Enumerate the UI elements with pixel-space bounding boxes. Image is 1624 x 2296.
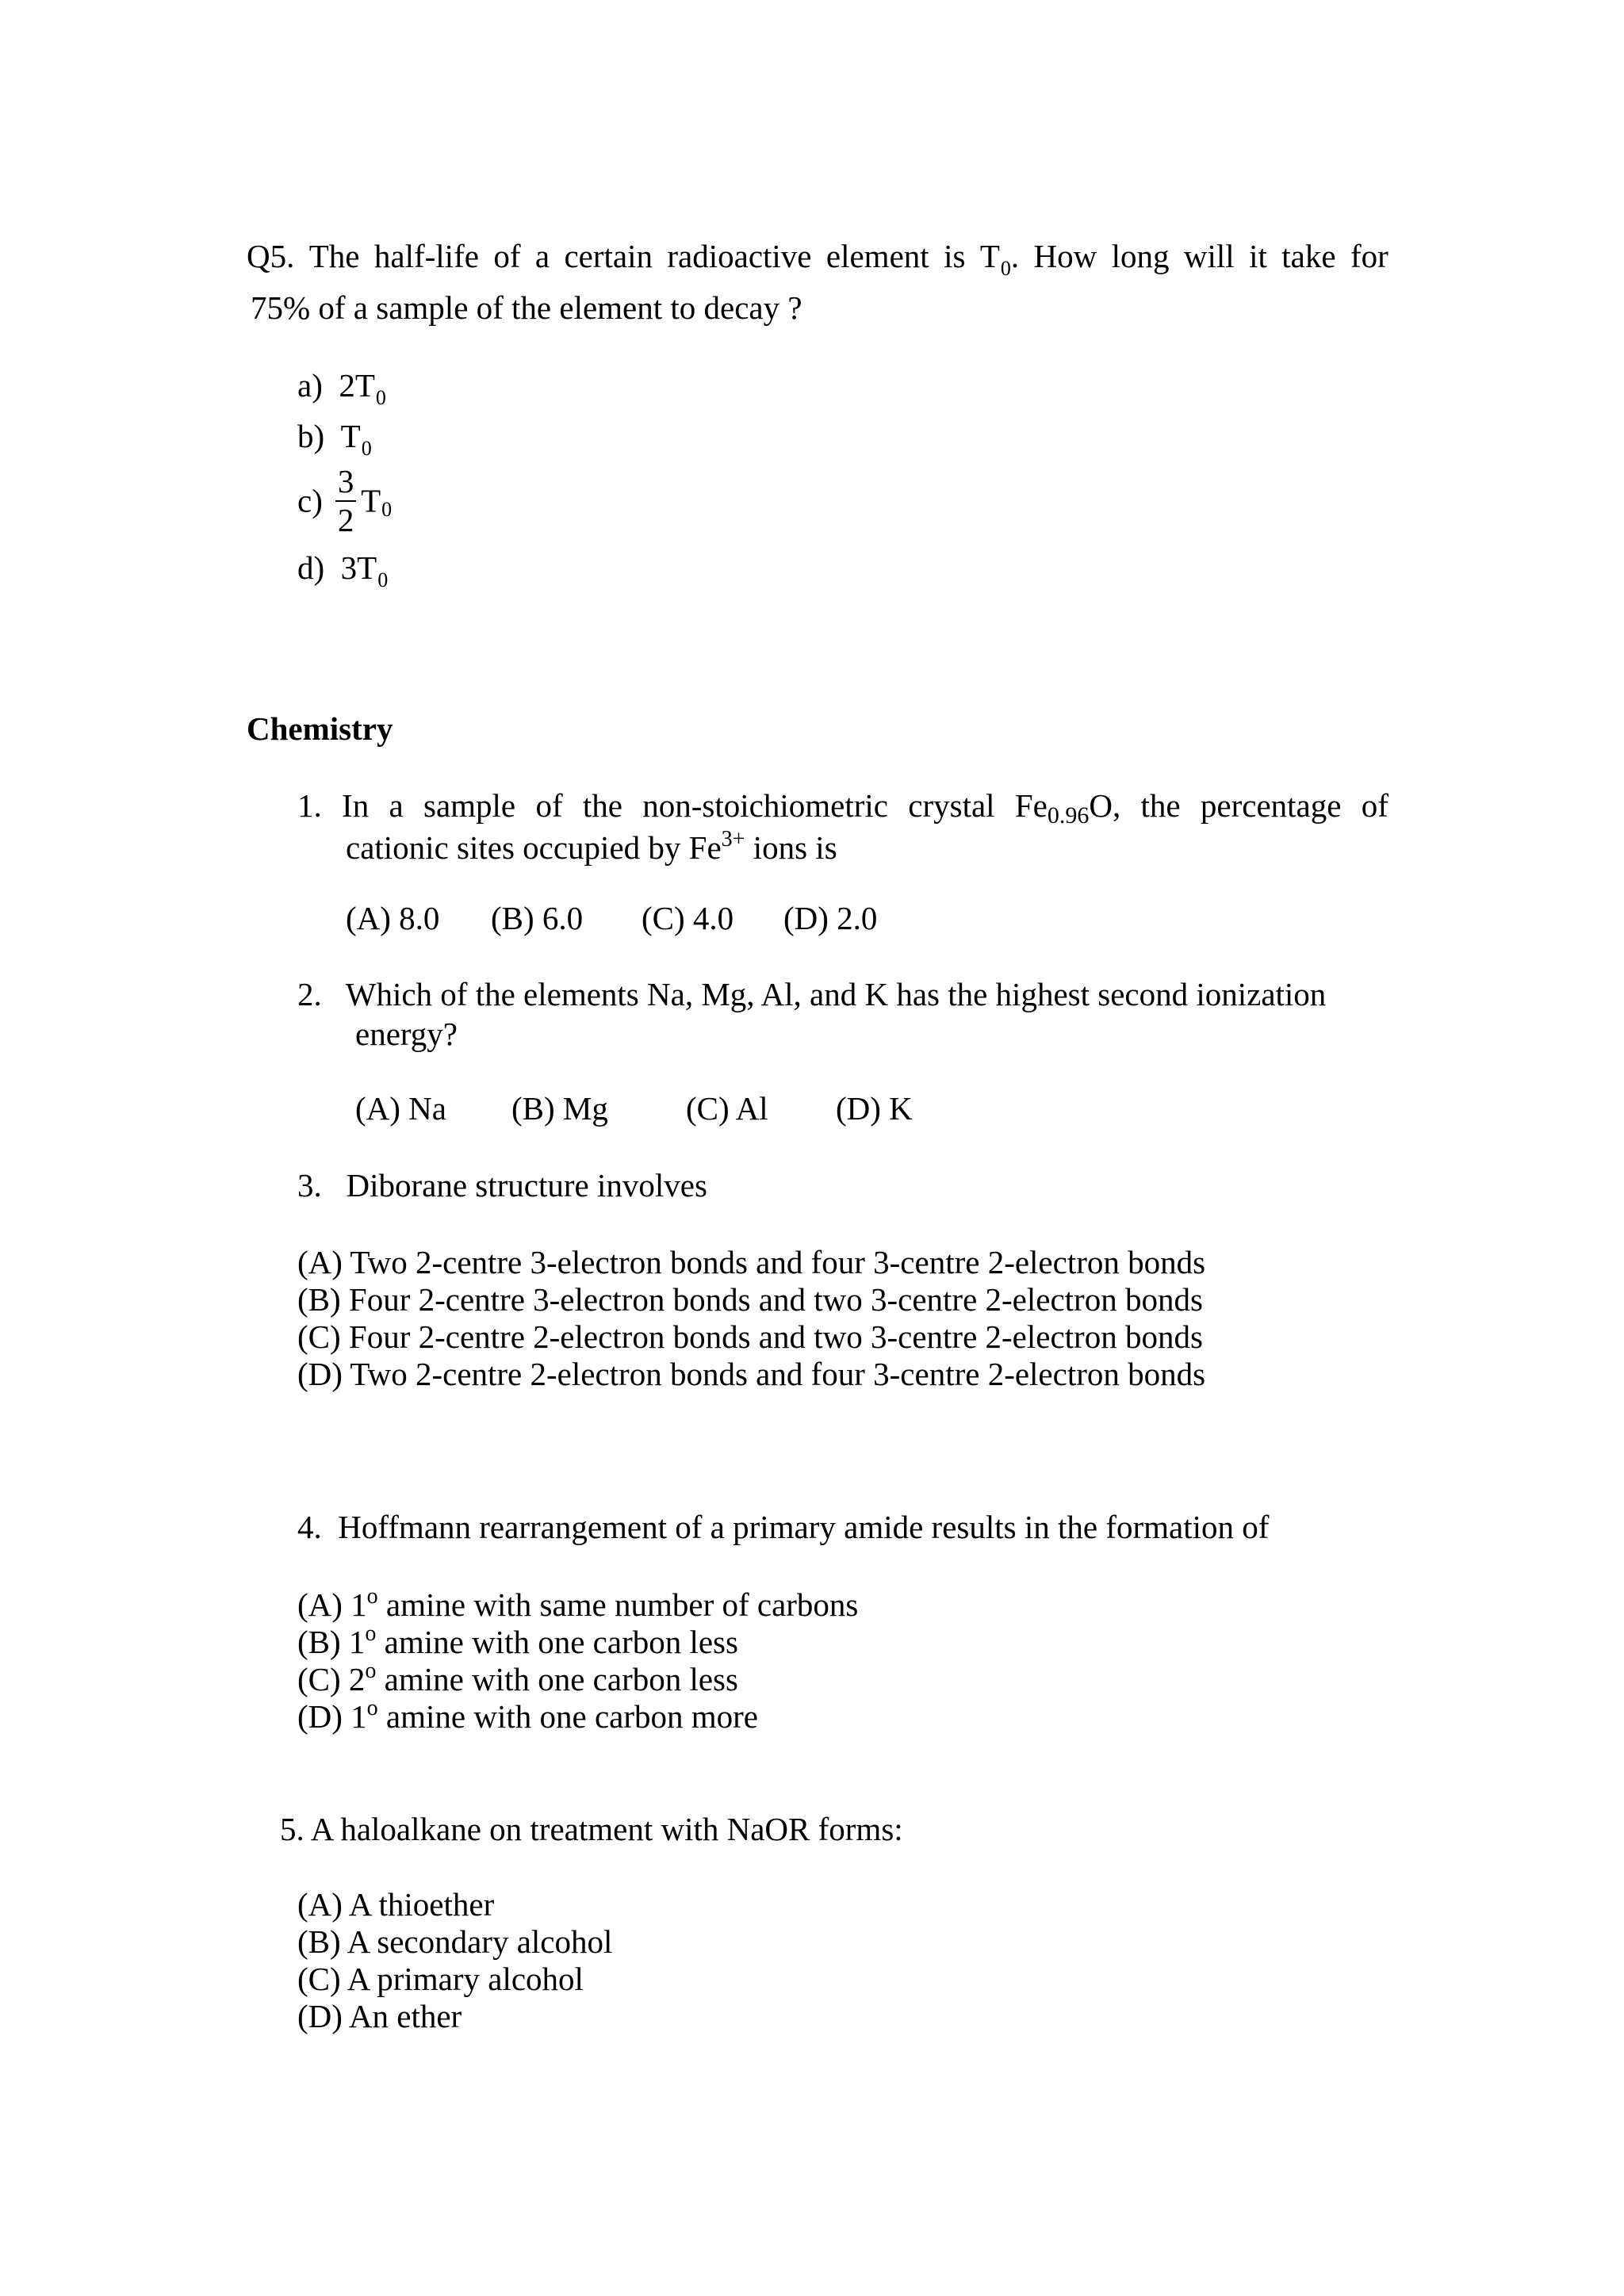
chem-q2-option-b: (B) Mg	[511, 1090, 608, 1127]
word: take	[1281, 238, 1336, 274]
chem-q5-option-a: (A) A thioether	[297, 1886, 495, 1923]
word: long	[1111, 238, 1170, 274]
chem-q2-option-a: (A) Na	[355, 1090, 446, 1127]
word: non-stoichiometric	[642, 787, 888, 824]
chem-q1-line1	[297, 787, 1388, 828]
chem-q4-stem: 4. Hoffmann rearrangement of a primary amide results in the formation of	[297, 1509, 1270, 1545]
chem-q1-option-d: (D) 2.0	[783, 900, 878, 936]
formula-fe096o: $Fe_{0.96}O$,	[1014, 787, 1121, 828]
chem-q1-option-a: (A) 8.0	[346, 900, 440, 936]
word: half-life	[373, 238, 479, 274]
chem-q2-option-d: (D) K	[836, 1090, 913, 1127]
word: is	[944, 238, 966, 274]
section-heading: Chemistry	[247, 710, 393, 747]
word: it	[1249, 238, 1267, 274]
word: a	[389, 787, 404, 824]
word: the	[582, 787, 622, 824]
word: of	[1361, 787, 1388, 824]
fraction-three-halves: $\frac{3}{2}$	[335, 465, 356, 538]
physics-q5-line1	[247, 240, 1388, 279]
chem-q1-option-b: (B) 6.0	[491, 900, 584, 936]
chem-q5-option-d: (D) An ether	[297, 1998, 462, 2034]
option-a: a) $2T_0$	[297, 367, 386, 409]
word: element	[825, 238, 929, 274]
word: will	[1183, 238, 1235, 274]
chem-q4-option-a: (A) 1$^o$ amine with same number of carbons	[297, 1584, 859, 1623]
word: The	[308, 238, 360, 274]
chem-q2-option-c: (C) Al	[686, 1090, 768, 1127]
word: certain	[564, 238, 653, 274]
chem-q5-option-b: (B) A secondary alcohol	[297, 1923, 613, 1960]
option-d: d) $3T_0$	[297, 549, 389, 591]
word: of	[535, 787, 563, 824]
word: How	[1033, 238, 1097, 274]
word: Q5.	[247, 238, 295, 274]
chem-q1-line2: cationic sites occupied by $Fe^{3+}$ ions is	[346, 827, 837, 866]
chem-q3-stem: 3. Diborane structure involves	[297, 1167, 707, 1203]
chem-q3-option-c: (C) Four 2-centre 2-electron bonds and two 3-centre 2-electron bonds	[297, 1318, 1203, 1355]
word: sample	[423, 787, 516, 824]
chem-q4-option-d: (D) 1$^o$ amine with one carbon more	[297, 1696, 758, 1735]
chem-q4-option-b: (B) 1$^o$ amine with one carbon less	[297, 1621, 738, 1660]
word: a	[534, 238, 550, 274]
chem-q5-stem: 5. A haloalkane on treatment with NaOR forms:	[280, 1811, 903, 1847]
chem-q4-option-c: (C) 2$^o$ amine with one carbon less	[297, 1659, 738, 1697]
word: the	[1140, 787, 1181, 824]
physics-q5-line2: 75% of a sample of the element to decay ?	[251, 289, 802, 326]
word: of	[493, 238, 521, 274]
t0-symbol: $T_0$.	[979, 238, 1020, 280]
word: radioactive	[667, 238, 812, 274]
word: 1.	[297, 787, 322, 824]
chem-q3-option-d: (D) Two 2-centre 2-electron bonds and four 3-centre 2-electron bonds	[297, 1356, 1206, 1392]
chem-q1-option-c: (C) 4.0	[642, 900, 734, 936]
chem-q2-line1: 2. Which of the elements Na, Mg, Al, and K has the highest second ionization	[297, 976, 1327, 1012]
word: percentage	[1200, 787, 1342, 824]
option-b: b) $T_0$	[297, 418, 372, 460]
chem-q2-line2: energy?	[355, 1016, 458, 1052]
option-c: c) $\frac{3}{2}$ $T_0$	[297, 463, 393, 539]
word: In	[342, 787, 370, 824]
chem-q3-option-a: (A) Two 2-centre 3-electron bonds and four 3-centre 2-electron bonds	[297, 1244, 1206, 1280]
chem-q5-option-c: (C) A primary alcohol	[297, 1961, 584, 1997]
word: crystal	[908, 787, 995, 824]
word: for	[1350, 238, 1388, 274]
chem-q3-option-b: (B) Four 2-centre 3-electron bonds and two 3-centre 2-electron bonds	[297, 1281, 1203, 1318]
